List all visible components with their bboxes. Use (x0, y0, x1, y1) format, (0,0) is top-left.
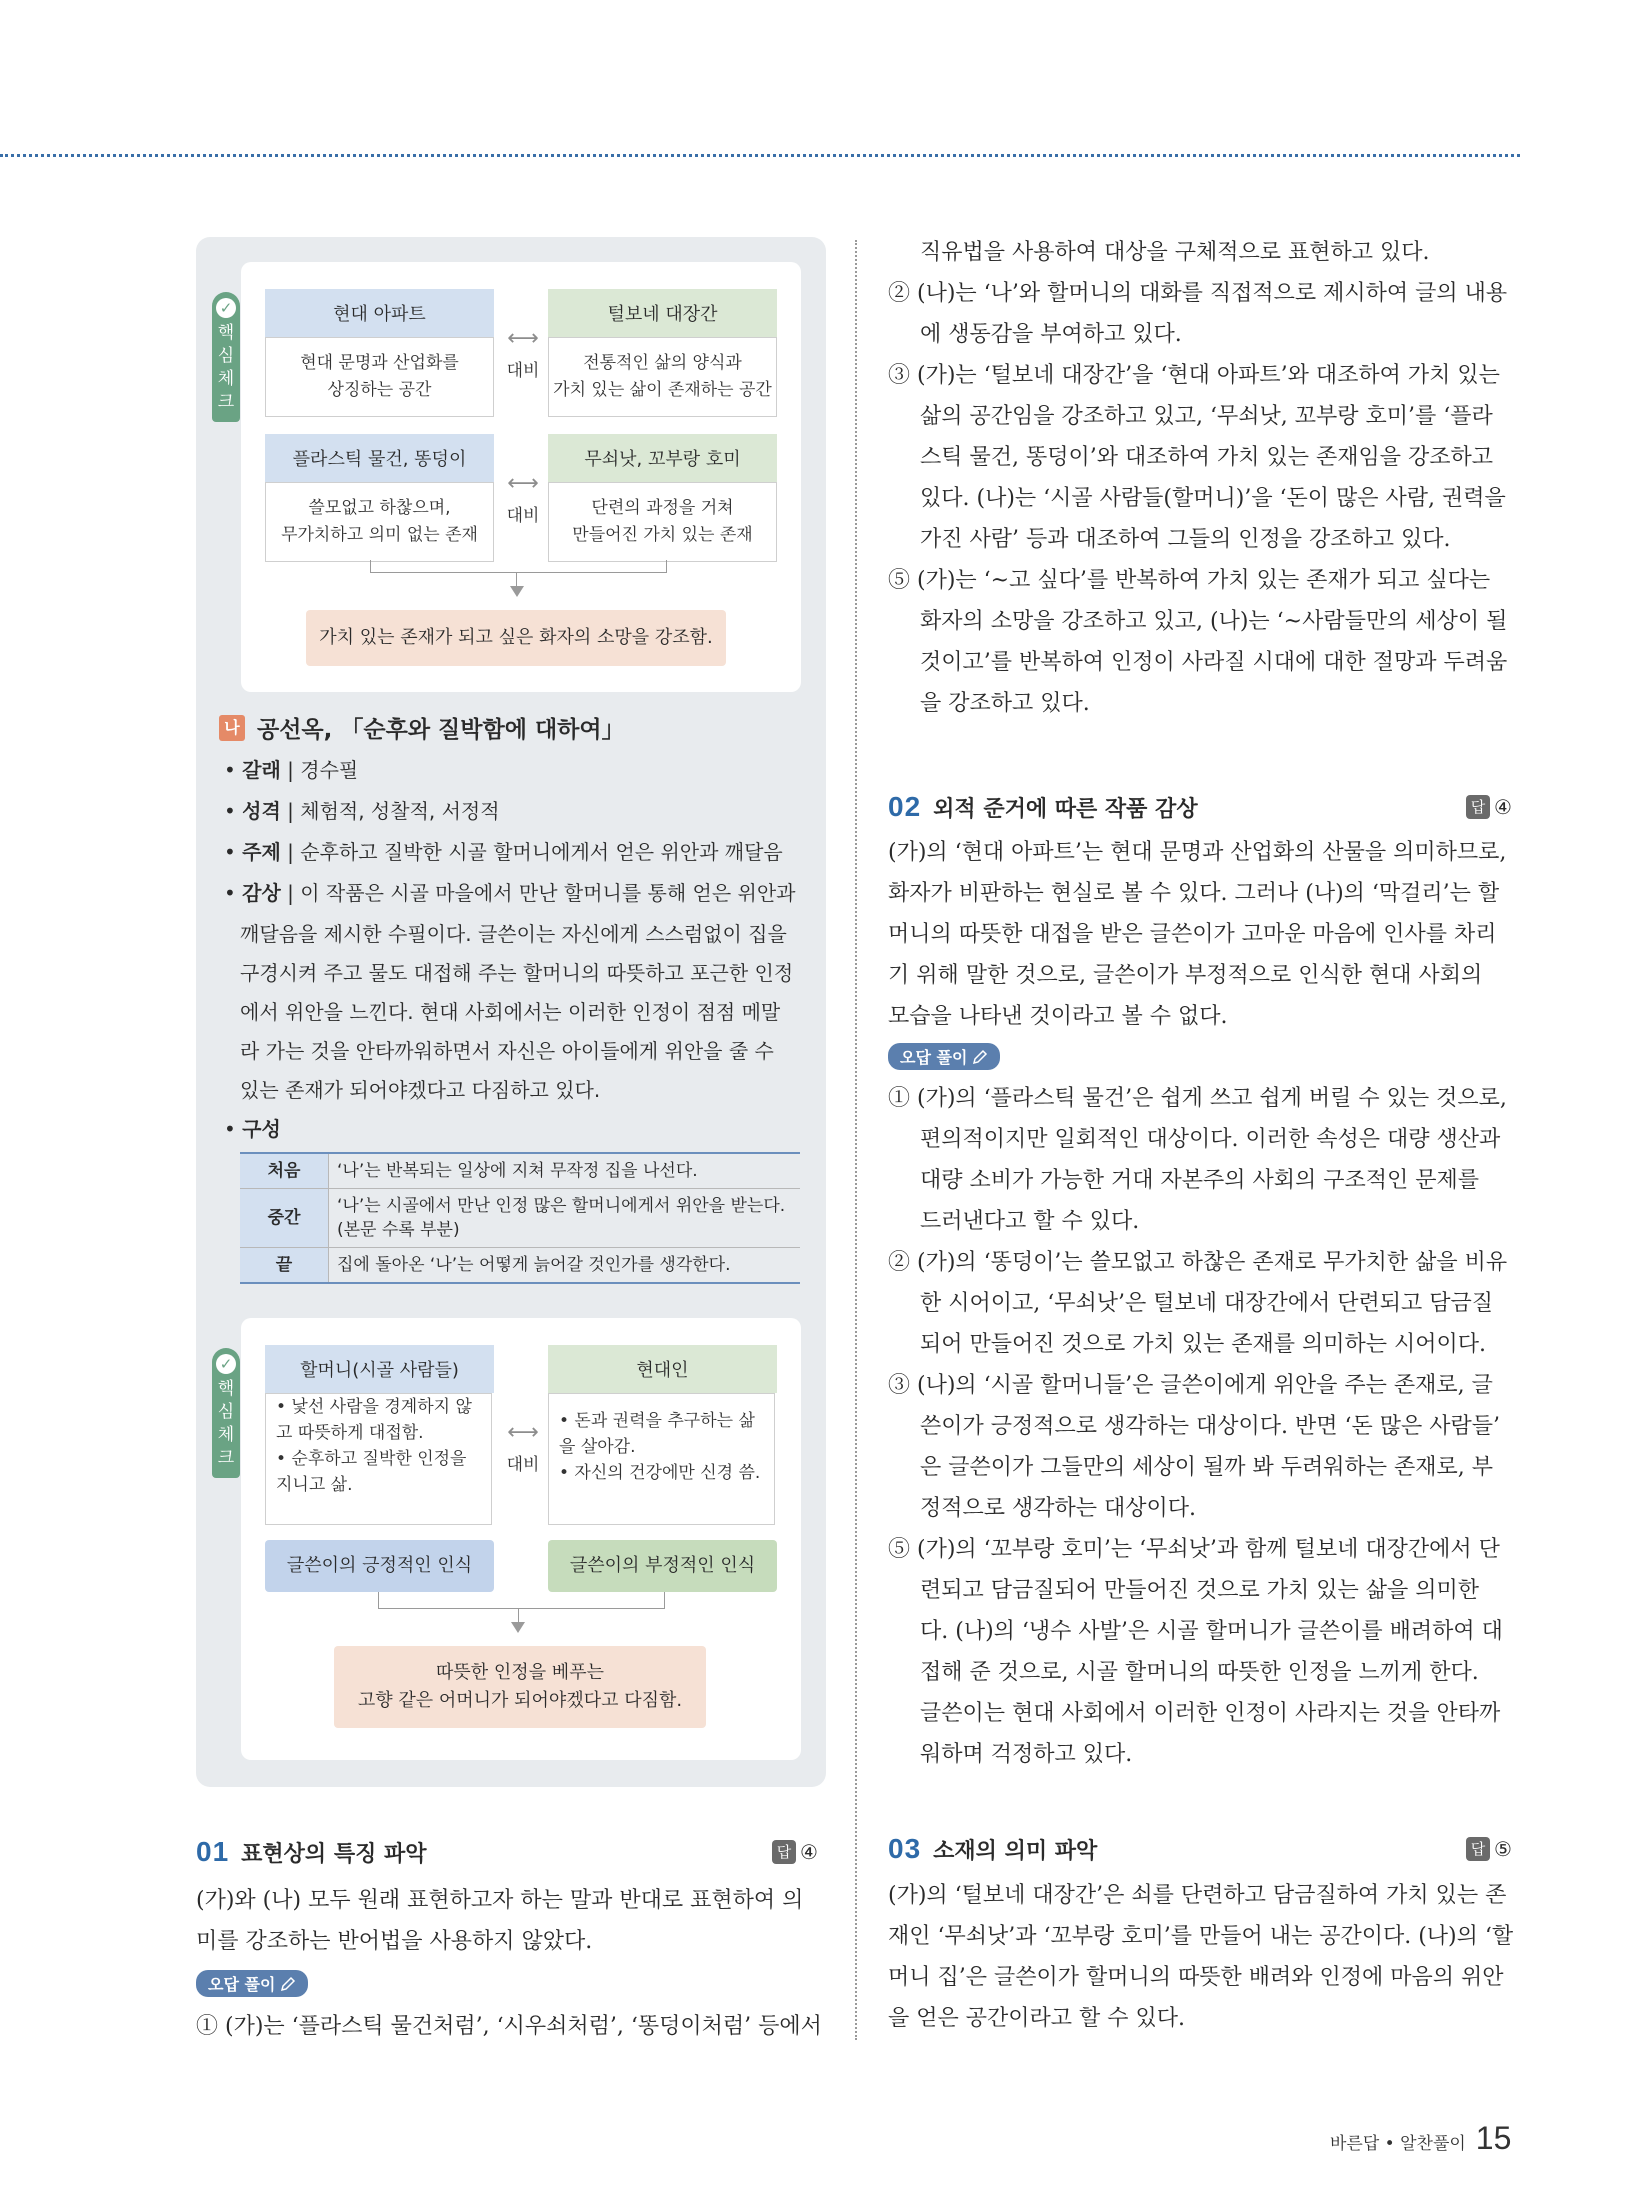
merge-bracket (378, 1592, 665, 1609)
q01-option-1: ① (가)는 ‘플라스틱 물건처럼’, ‘시우쇠처럼’, ‘똥덩이처럼’ 등에서 (196, 2014, 822, 2039)
footer-title: 바른답 • 알찬풀이 (1330, 2134, 1466, 2154)
structure-table (240, 1152, 800, 1284)
q01-answer: 답 ④ (772, 1840, 818, 1864)
page-footer (1330, 2120, 1511, 2157)
modern-people-body: • 돈과 권력을 추구하는 삶을 살아감. • 자신의 건강에만 신경 씀. (548, 1393, 775, 1525)
q01-heading: 01 표현상의 특징 파악 (196, 1836, 427, 1867)
check-icon: ✓ (216, 1354, 236, 1374)
key-check-tag-2: ✓ 핵 심 체 크 (212, 1348, 240, 1478)
q01-option-1-cont: 직유법을 사용하여 대상을 구체적으로 표현하고 있다. (920, 240, 1430, 265)
modern-people-head: 현대인 (548, 1345, 777, 1393)
grandmother-body: • 낯선 사람을 경계하지 않고 따뜻하게 대접함. • 순후하고 질박한 인정을 지니고 삶. (265, 1393, 492, 1525)
pencil-icon (280, 1976, 296, 1992)
q01-option-3: ③ (가)는 ‘털보네 대장간’을 ‘현대 아파트’와 대조하여 가치 있는 삶의 공간임을 강조하고 있고, ‘무쇠낫, 꼬부랑 호미’를 ‘플라 스틱 물건, 똥덩이’와 대조하여 가치 있는 존재임을 강조하고 있다. (나)는 ‘시골 사람들(할머니)’을 ‘돈이 많은 사람, 권력을 가진 사람’ 등과 대조하여 그들의 인정을 강조하고 있다. (888, 363, 1506, 552)
bullet-character: • 성격 | 체험적, 성찰적, 서정적 (224, 799, 500, 823)
q01-option-5: ⑤ (가)는 ‘~고 싶다’를 반복하여 가치 있는 존재가 되고 싶다는 화자의 소망을 강조하고 있고, (나)는 ‘~사람들만의 세상이 될 것이고’를 반복하여 인정이 사라질 시대에 대한 절망과 두려움 을 강조하고 있다. (888, 568, 1508, 716)
q02-heading: 02 외적 준거에 따른 작품 감상 (888, 791, 1198, 822)
bullet-theme: • 주제 | 순후하고 질박한 시골 할머니에게서 얻은 위안과 깨달음 (224, 840, 783, 864)
plastic-body: 쓸모없고 하찮으며, 무가치하고 의미 없는 존재 (265, 482, 494, 562)
page-number: 15 (1475, 2120, 1512, 2156)
q01-option-2: ② (나)는 ‘나’와 할머니의 대화를 직접적으로 제시하여 글의 내용 에 생동감을 부여하고 있다. (888, 281, 1508, 347)
appreciation-line: 깨달음을 제시한 수필이다. 글쓴이는 자신에게 스스럼없이 집을 (240, 922, 787, 946)
q01-explanation-line: (가)와 (나) 모두 원래 표현하고자 하는 말과 반대로 표현하여 의 (196, 1888, 804, 1913)
blacksmith-head: 털보네 대장간 (548, 289, 777, 337)
table-row: 끝 집에 돌아온 ‘나’는 어떻게 늙어갈 것인가를 생각한다. (240, 1248, 800, 1284)
section-title: 나 공선옥, 「순후와 질박함에 대하여」 (219, 711, 625, 744)
contrast-label: 대비 (506, 1455, 540, 1475)
section-badge: 나 (219, 715, 245, 741)
q03-explanation: (가)의 ‘털보네 대장간’은 쇠를 단련하고 담금질하여 가치 있는 존 재인 ‘무쇠낫’과 ‘꼬부랑 호미’를 만들어 내는 공간이다. (나)의 ‘할 머니 집’은 글쓴이가 할머니의 따뜻한 배려와 인정에 마음의 위안 을 얻은 공간이라고 할 수 있다. (888, 1883, 1514, 2031)
down-arrow-icon (511, 1622, 525, 1633)
contrast-label: 대비 (506, 361, 540, 381)
modern-apartment-head: 현대 아파트 (265, 289, 494, 337)
q01-explanation-line: 미를 강조하는 반어법을 사용하지 않았다. (196, 1929, 593, 1954)
check2-conclusion: 따뜻한 인정을 베푸는 고향 같은 어머니가 되어야겠다고 다짐함. (334, 1646, 706, 1728)
grandmother-head: 할머니(시골 사람들) (265, 1345, 494, 1393)
down-arrow-icon (510, 586, 524, 597)
double-arrow-icon: ⟷ (507, 471, 539, 496)
q03-heading: 03 소재의 의미 파악 (888, 1833, 1098, 1864)
q02-option-3: ③ (나)의 ‘시골 할머니들’은 글쓴이에게 위안을 주는 존재로, 글 쓴이가 긍정적으로 생각하는 대상이다. 반면 ‘돈 많은 사람들’ 은 글쓴이가 그들만의 세상이 될까 봐 두려워하는 존재로, 부 정적으로 생각하는 대상이다. (888, 1373, 1500, 1521)
q03-answer: 답 ⑤ (1466, 1837, 1512, 1861)
table-row: 처음 ‘나’는 반복되는 일상에 지쳐 무작정 집을 나선다. (240, 1153, 800, 1189)
double-arrow-icon: ⟷ (507, 1420, 539, 1445)
bullet-genre: • 갈래 | 경수필 (224, 758, 359, 782)
q02-explanation: (가)의 ‘현대 아파트’는 현대 문명과 산업화의 산물을 의미하므로, 화자가 비판하는 현실로 볼 수 있다. 그러나 (나)의 ‘막걸리’는 할 머니의 따뜻한 대접을 받은 글쓴이가 고마운 마음에 인사를 차리 기 위해 말한 것으로, 글쓴이가 부정적으로 인식한 현대 사회의 모습을 나타낸 것이라고 볼 수 없다. (888, 840, 1507, 1029)
q02-option-1: ① (가)의 ‘플라스틱 물건’은 쉽게 쓰고 쉽게 버릴 수 있는 것으로, 편의적이지만 일회적인 대상이다. 이러한 속성은 대량 생산과 대량 소비가 가능한 거대 자본주의 사회의 구조적인 문제를 드러낸다고 할 수 있다. (888, 1086, 1507, 1234)
sickle-head: 무쇠낫, 꼬부랑 호미 (548, 434, 777, 482)
pencil-icon (972, 1049, 988, 1065)
q02-option-5: ⑤ (가)의 ‘꼬부랑 호미’는 ‘무쇠낫’과 함께 털보네 대장간에서 단 련되고 담금질되어 만들어진 것으로 가치 있는 삶을 의미한 다. (나)의 ‘냉수 사발’은 시골 할머니가 글쓴이를 배려하여 대 접해 준 것으로, 시골 할머니의 따뜻한 인정을 느끼게 한다. 글쓴이는 현대 사회에서 이러한 인정이 사라지는 것을 안타까 워하며 걱정하고 있다. (888, 1537, 1503, 1767)
appreciation-line: 에서 위안을 느낀다. 현대 사회에서는 이러한 인정이 점점 메말 (240, 1000, 781, 1024)
header-dotted-rule (0, 154, 1520, 157)
check-icon: ✓ (216, 298, 236, 318)
q02-option-2: ② (가)의 ‘똥덩이’는 쓸모없고 하찮은 존재로 무가치한 삶을 비유 한 시어이고, ‘무쇠낫’은 털보네 대장간에서 단련되고 담금질 되어 만들어진 것으로 가치 있는 존재를 의미하는 시어이다. (888, 1250, 1508, 1357)
merge-line (516, 572, 517, 586)
check1-conclusion: 가치 있는 존재가 되고 싶은 화자의 소망을 강조함. (306, 610, 726, 666)
modern-apartment-body: 현대 문명과 산업화를 상징하는 공간 (265, 337, 494, 417)
merge-line (518, 1608, 519, 1622)
table-row: 중간 ‘나’는 시골에서 만난 인정 많은 할머니에게서 위안을 받는다.(본문 수록 부분) (240, 1189, 800, 1248)
appreciation-line: 라 가는 것을 안타까워하면서 자신은 아이들에게 위안을 줄 수 (240, 1039, 774, 1063)
blacksmith-body: 전통적인 삶의 양식과 가치 있는 삶이 존재하는 공간 (548, 337, 777, 417)
bullet-structure: • 구성 (224, 1117, 281, 1141)
appreciation-line: 있는 존재가 되어야겠다고 다짐하고 있다. (240, 1078, 601, 1102)
column-divider (855, 240, 857, 2040)
appreciation-line: 구경시켜 주고 물도 대접해 주는 할머니의 따뜻하고 포근한 인정 (240, 961, 794, 985)
negative-perception-pill: 글쓴이의 부정적인 인식 (548, 1540, 777, 1592)
odap-label: 오답 풀이 (888, 1043, 1000, 1070)
key-check-tag-1: ✓ 핵 심 체 크 (212, 292, 240, 422)
odap-label: 오답 풀이 (196, 1970, 308, 1997)
merge-bracket (370, 560, 667, 573)
sickle-body: 단련의 과정을 거쳐 만들어진 가치 있는 존재 (548, 482, 777, 562)
q02-answer: 답 ④ (1466, 795, 1512, 819)
plastic-head: 플라스틱 물건, 똥덩이 (265, 434, 494, 482)
positive-perception-pill: 글쓴이의 긍정적인 인식 (265, 1540, 494, 1592)
contrast-label: 대비 (506, 506, 540, 526)
bullet-appreciation: • 감상 | 이 작품은 시골 마을에서 만난 할머니를 통해 얻은 위안과 (224, 881, 796, 905)
double-arrow-icon: ⟷ (507, 326, 539, 351)
